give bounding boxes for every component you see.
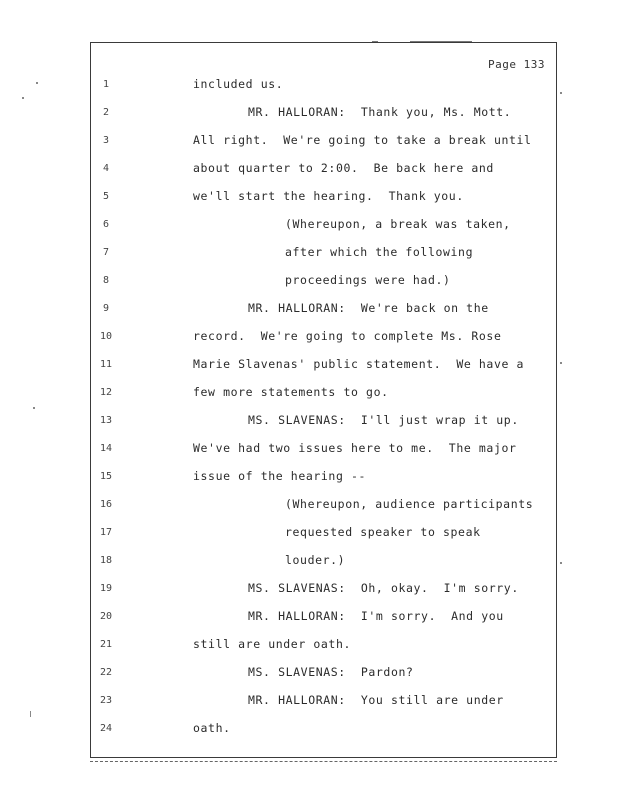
- line-number: 18: [99, 555, 113, 566]
- transcript-line: [0, 133, 618, 153]
- line-number: 22: [99, 667, 113, 678]
- transcript-line: [0, 721, 618, 741]
- line-number: 2: [102, 107, 110, 118]
- transcript-line: [0, 301, 618, 321]
- scan-artifact: [372, 41, 378, 42]
- line-text: included us.: [193, 77, 284, 91]
- page-bottom-rule: [90, 761, 557, 762]
- line-text: MS. SLAVENAS: I'll just wrap it up.: [248, 413, 519, 427]
- line-number: 14: [99, 443, 113, 454]
- line-text: MR. HALLORAN: You still are under: [248, 693, 504, 707]
- line-number: 3: [102, 135, 110, 146]
- transcript-line: [0, 609, 618, 629]
- line-number: 4: [102, 163, 110, 174]
- line-number: 7: [102, 247, 110, 258]
- line-number: 23: [99, 695, 113, 706]
- scan-speck: [33, 407, 35, 409]
- line-number: 15: [99, 471, 113, 482]
- line-number: 19: [99, 583, 113, 594]
- line-text: (Whereupon, audience participants: [285, 497, 534, 511]
- transcript-line: [0, 525, 618, 545]
- line-number: 8: [102, 275, 110, 286]
- line-text: issue of the hearing --: [193, 469, 367, 483]
- transcript-line: [0, 189, 618, 209]
- transcript-line: [0, 273, 618, 293]
- transcript-line: [0, 217, 618, 237]
- transcript-line: [0, 441, 618, 461]
- transcript-line: [0, 581, 618, 601]
- line-text: We've had two issues here to me. The major: [193, 441, 517, 455]
- scan-speck: [22, 97, 24, 99]
- transcript-line: [0, 329, 618, 349]
- line-text: oath.: [193, 721, 231, 735]
- transcript-line: [0, 161, 618, 181]
- transcript-line: [0, 693, 618, 713]
- line-number: 17: [99, 527, 113, 538]
- transcript-line: [0, 637, 618, 657]
- scan-artifact: [410, 41, 472, 42]
- line-text: louder.): [285, 553, 346, 567]
- line-text: MR. HALLORAN: I'm sorry. And you: [248, 609, 504, 623]
- line-number: 5: [102, 191, 110, 202]
- line-number: 16: [99, 499, 113, 510]
- line-number: 24: [99, 723, 113, 734]
- line-text: MR. HALLORAN: Thank you, Ms. Mott.: [248, 105, 512, 119]
- transcript-line: [0, 105, 618, 125]
- line-number: 1: [102, 79, 110, 90]
- line-number: 12: [99, 387, 113, 398]
- line-text: we'll start the hearing. Thank you.: [193, 189, 464, 203]
- line-text: few more statements to go.: [193, 385, 389, 399]
- line-text: requested speaker to speak: [285, 525, 481, 539]
- line-number: 21: [99, 639, 113, 650]
- line-text: (Whereupon, a break was taken,: [285, 217, 511, 231]
- transcript-line: [0, 469, 618, 489]
- transcript-line: [0, 553, 618, 573]
- line-text: MS. SLAVENAS: Oh, okay. I'm sorry.: [248, 581, 519, 595]
- line-text: MR. HALLORAN: We're back on the: [248, 301, 489, 315]
- line-text: MS. SLAVENAS: Pardon?: [248, 665, 414, 679]
- line-text: about quarter to 2:00. Be back here and: [193, 161, 494, 175]
- line-number: 6: [102, 219, 110, 230]
- line-number: 11: [99, 359, 113, 370]
- line-number: 13: [99, 415, 113, 426]
- line-text: still are under oath.: [193, 637, 351, 651]
- transcript-line: [0, 77, 618, 97]
- line-text: Marie Slavenas' public statement. We have a: [193, 357, 525, 371]
- transcript-line: [0, 665, 618, 685]
- line-number: 9: [102, 303, 110, 314]
- transcript-line: [0, 497, 618, 517]
- page-number: Page 133: [488, 58, 545, 71]
- transcript-line: [0, 385, 618, 405]
- line-number: 10: [99, 331, 113, 342]
- line-number: 20: [99, 611, 113, 622]
- transcript-line: [0, 245, 618, 265]
- line-text: after which the following: [285, 245, 474, 259]
- line-text: All right. We're going to take a break until: [193, 133, 532, 147]
- transcript-line: [0, 413, 618, 433]
- line-text: record. We're going to complete Ms. Rose: [193, 329, 502, 343]
- transcript-line: [0, 357, 618, 377]
- line-text: proceedings were had.): [285, 273, 451, 287]
